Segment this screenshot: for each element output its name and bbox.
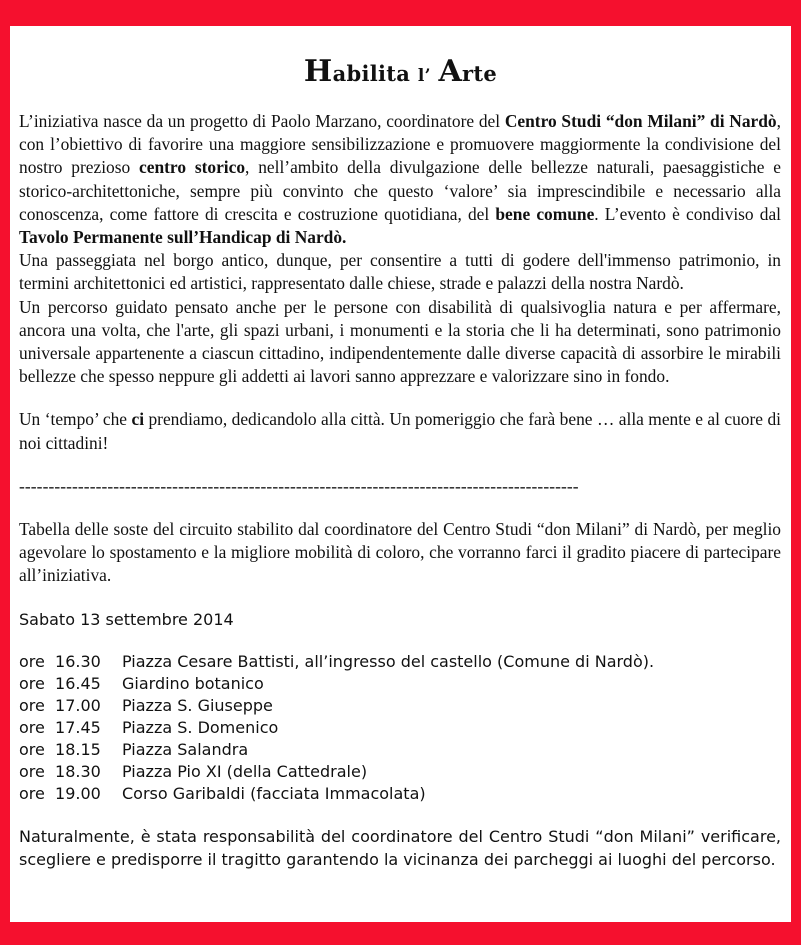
bene-comune-term: bene comune xyxy=(495,203,595,224)
title-article: l’ xyxy=(417,66,431,86)
guided-tour-paragraph: Un percorso guidato pensato anche per le persone con disabilità di qualsivoglia natura e per affermare, ancora una volta, che l'arte, gli spazi urbani, i monumenti e la storia che li ha determinati, sono patrimonio universale appartenente a ciascun cittadino, indipendentemente dalle diverse capacità di assorbire le mirabili bellezze che spesso neppure gli addetti ai lavori sanno apprezzare e valorizzare sino in fondo. xyxy=(19,296,781,387)
table-row: ore 18.30 Piazza Pio XI (della Cattedrale) xyxy=(19,761,368,781)
centro-storico-term: centro storico xyxy=(139,157,246,178)
table-row: ore 19.00 Corso Garibaldi (facciata Immacolata) xyxy=(19,783,426,803)
title-word-arte: rte xyxy=(462,61,498,86)
table-row: ore 17.45 Piazza S. Domenico xyxy=(19,717,279,737)
separator-line: ----------------------------------------------------------------------------------------------- xyxy=(19,475,579,496)
tavolo-permanente-name: Tavolo Permanente sull’Handicap di Nardò. xyxy=(19,227,347,248)
table-row: ore 16.30 Piazza Cesare Battisti, all’ingresso del castello (Comune di Nardò). xyxy=(19,651,655,671)
time-paragraph: Un ‘tempo’ che ci prendiamo, dedicandolo alla città. Un pomeriggio che farà bene … alla mente e al cuore di noi cittadini! xyxy=(19,409,781,453)
intro-paragraph: L’iniziativa nasce da un progetto di Paolo Marzano, coordinatore del Centro Studi “don Milani” di Nardò, con l’obiettivo di favorire una maggiore sensibilizzazione e promuovere maggiormente la condivisione del nostro prezioso centro storico, nell’ambito della divulgazione delle bellezze naturali, paesaggistiche e storico-architettoniche, sempre più convinto che questo ‘valore’ sia imprescindibile e necessario alla conoscenza, come fattore di crescita e costruzione quotidiana, del bene comune. L’evento è condiviso dal Tavolo Permanente sull’Handicap di Nardò. xyxy=(19,111,782,248)
document-page xyxy=(10,26,791,922)
title-initial-a: A xyxy=(438,54,463,89)
centro-studi-name: Centro Studi “don Milani” di Nardò xyxy=(504,111,777,131)
closing-paragraph: Naturalmente, è stata responsabilità del coordinatore del Centro Studi “don Milani” verificare, scegliere e predisporre il tragitto garantendo la vicinanza dei parcheggi ai luoghi del percorso. xyxy=(19,826,781,870)
document-title xyxy=(10,54,791,89)
title-word-habilita: abilita xyxy=(332,61,411,86)
table-row: ore 18.15 Piazza Salandra xyxy=(19,739,249,759)
stops-table xyxy=(19,651,654,805)
table-row: ore 16.45 Giardino botanico xyxy=(19,673,264,693)
table-row: ore 17.00 Piazza S. Giuseppe xyxy=(19,695,273,715)
event-date: Sabato 13 settembre 2014 xyxy=(19,609,234,629)
document-body xyxy=(19,110,781,871)
table-intro-paragraph: Tabella delle soste del circuito stabilito dal coordinatore del Centro Studi “don Milani” di Nardò, per meglio agevolare lo spostamento e la migliore mobilità di coloro, che vorranno farci il gradito piacere di partecipare all’iniziativa. xyxy=(19,519,781,586)
walk-paragraph: Una passeggiata nel borgo antico, dunque, per consentire a tutti di godere dell'immenso patrimonio, in termini architettonici ed artistici, rappresentato dalle chiese, strade e palazzi della nostra Nardò. xyxy=(19,250,781,294)
title-initial-h: H xyxy=(303,54,333,89)
